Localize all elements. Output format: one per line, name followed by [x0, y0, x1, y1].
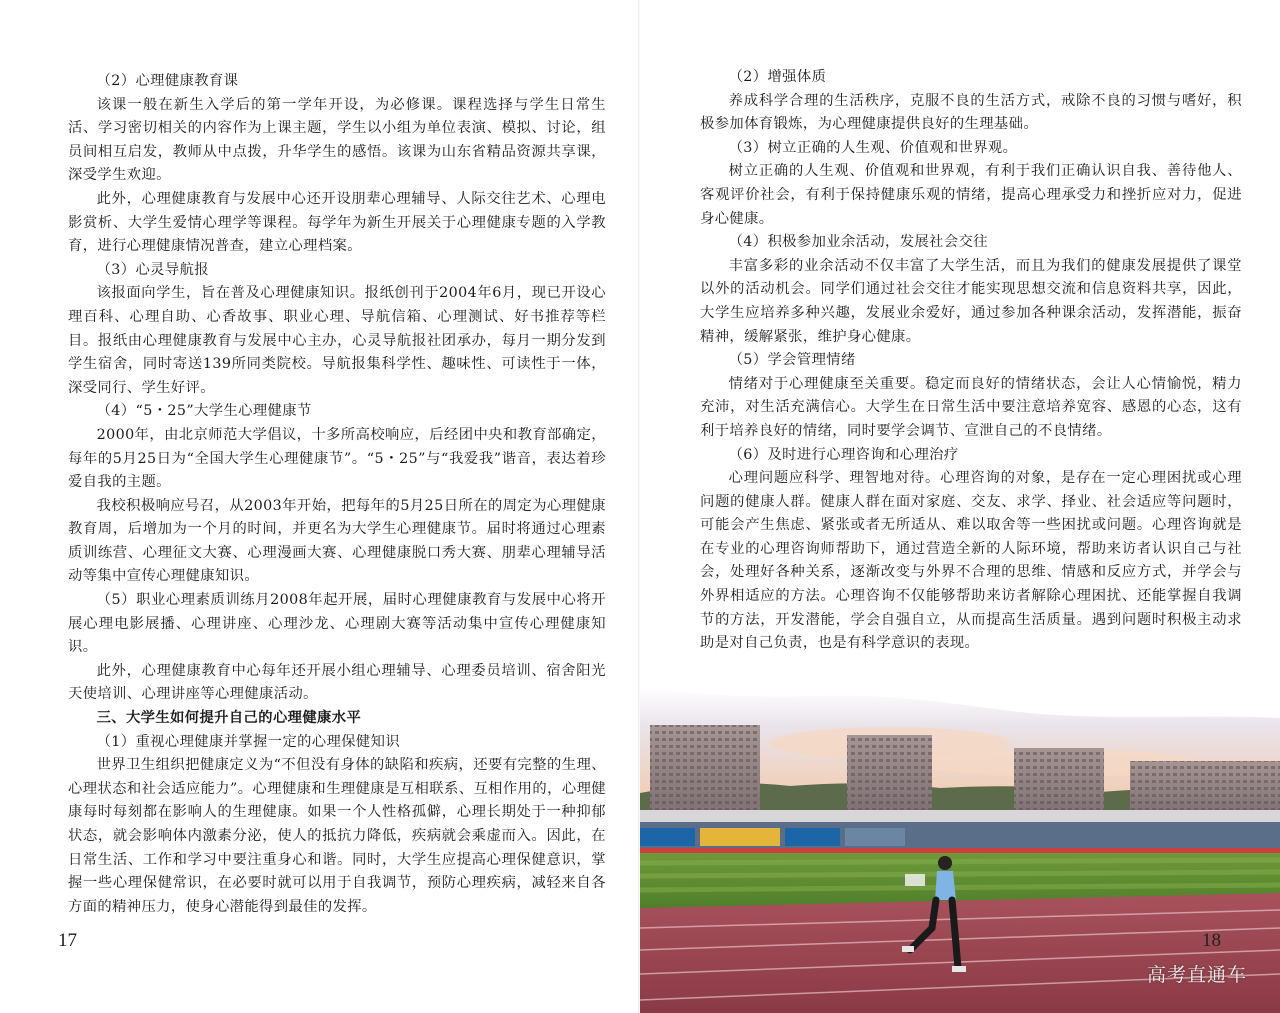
- subsection-heading: （4）积极参加业余活动，发展社会交往: [728, 234, 988, 251]
- subsection-heading: （5）学会管理情绪: [728, 352, 856, 369]
- subsection-heading: （1）重视心理健康并掌握一定的心理保健知识: [96, 733, 401, 750]
- watermark-text: 高考直通车: [1147, 964, 1248, 986]
- body-paragraph: 树立正确的人生观、价值观和世界观，有利于我们正确认识自我、善待他人、客观评价社会，有利于保持健康乐观的情绪，提高心理承受力和挫折应对力，促进身心健康。: [700, 163, 1242, 227]
- body-paragraph: 世界卫生组织把健康定义为“不但没有身体的缺陷和疾病，还要有完整的生理、心理状态和社会适应能力”。心理健康和生理健康是互相联系、互相作用的，心理健康每时每刻都在影响人的生理健康。如果一个人性格孤僻，心理长期处于一种抑郁状态，就会影响体内激素分泌，使人的抵抗力降低，疾病就会乘虚而入。因此，在日常生活、工作和学习中要注重身心和谐。同时，大学生应提高心理保健意识，掌握一些心理保健常识，在必要时就可以用于自我调节，预防心理疾病，减轻来自各方面的精神压力，使身心潜能得到最佳的发挥。: [68, 757, 606, 915]
- subsection-heading: （6）及时进行心理咨询和心理治疗: [728, 446, 959, 463]
- body-paragraph: 此外，心理健康教育与发展中心还开设朋辈心理辅导、人际交往艺术、心理电影赏析、大学生爱情心理学等课程。每学年为新生开展关于心理健康专题的入学教育，进行心理健康情况普查，建立心理档案。: [68, 190, 606, 255]
- body-paragraph: 养成科学合理的生活秩序，克服不良的生活方式，戒除不良的习惯与嗜好，积极参加体育锻炼，为心理健康提供良好的生理基础。: [700, 92, 1242, 133]
- body-paragraph: 该课一般在新生入学后的第一学年开设，为必修课。课程选择与学生日常生活、学习密切相关的内容作为上课主题，学生以小组为单位表演、模拟、讨论，组员间相互启发，教师从中点拨，升华学生的感悟。该课为山东省精品资源共享课，深受学生欢迎。: [68, 96, 606, 184]
- subsection-heading: （4）“5・25”大学生心理健康节: [96, 403, 312, 420]
- subsection-heading: （3）树立正确的人生观、价值观和世界观。: [728, 139, 1018, 156]
- body-paragraph: 2000年，由北京师范大学倡议，十多所高校响应，后经团中央和教育部确定，每年的5月25日为“全国大学生心理健康节”。“5・25”与“我爱我”谐音，表达着珍爱自我的主题。: [68, 426, 606, 491]
- right-page-text: [700, 66, 1242, 656]
- body-paragraph: 丰富多彩的业余活动不仅丰富了大学生活，而且为我们的健康发展提供了课堂以外的活动机会。同学们通过社会交往才能实现思想交流和信息资料共享，因此，大学生应培养多种兴趣，发展业余爱好，通过参加各种课余活动，发挥潜能，振奋精神，缓解紧张，维护身心健康。: [700, 257, 1242, 345]
- right-page: [640, 0, 1280, 1013]
- body-paragraph: （5）职业心理素质训练月2008年起开展，届时心理健康教育与发展中心将开展心理电影展播、心理讲座、心理沙龙、心理剧大赛等活动集中宣传心理健康知识。: [68, 592, 606, 656]
- subsection-heading: （3）心灵导航报: [96, 261, 209, 278]
- page-number-right: 18: [1202, 930, 1221, 951]
- subsection-heading: （2）增强体质: [728, 69, 827, 85]
- body-paragraph: 心理问题应科学、理智地对待。心理咨询的对象，是存在一定心理困扰或心理问题的健康人群。健康人群在面对家庭、交友、求学、择业、社会适应等问题时，可能会产生焦虑、紧张或者无所适从、难以取舍等一些困扰或问题。心理咨询就是在专业的心理咨询师帮助下，通过营造全新的人际环境，帮助来访者认识自己与社会，处理好各种关系，逐渐改变与外界不合理的思维、情感和反应方式，并学会与外界相适应的方法。心理咨询不仅能够帮助来访者解除心理困扰、还能掌握自我调节的方法，开发潜能，学会自强自立，从而提高生活质量。遇到问题时积极主动求助是对自己负责，也是有科学意识的表现。: [700, 470, 1242, 652]
- page-number-left: 17: [58, 930, 77, 951]
- left-page-text: [68, 70, 606, 919]
- subsection-heading: （2）心理健康教育课: [96, 73, 239, 89]
- body-paragraph: 该报面向学生，旨在普及心理健康知识。报纸创刊于2004年6月，现已开设心理百科、心理自助、心香故事、职业心理、导航信箱、心理测试、好书推荐等栏目。报纸由心理健康教育与发展中心主办，心灵导航报社团承办，每月一期分发到学生宿舍，同时寄送139所同类院校。导航报集科学性、趣味性、可读性于一体，深受同行、学生好评。: [68, 285, 606, 396]
- section-heading: 三、大学生如何提升自己的心理健康水平: [96, 710, 362, 727]
- body-paragraph: 此外，心理健康教育中心每年还开展小组心理辅导、心理委员培训、宿舍阳光天使培训、心理讲座等心理健康活动。: [68, 662, 606, 703]
- body-paragraph: 情绪对于心理健康至关重要。稳定而良好的情绪状态，会让人心情愉悦，精力充沛，对生活充满信心。大学生在日常生活中要注意培养宽容、感恩的心态，这有利于培养良好的情绪，同时要学会调节、宣泄自己的不良情绪。: [700, 375, 1242, 439]
- body-paragraph: 我校积极响应号召，从2003年开始，把每年的5月25日所在的周定为心理健康教育周，后增加为一个月的时间，并更名为大学生心理健康节。届时将通过心理素质训练营、心理征文大赛、心理漫画大赛、心理健康脱口秀大赛、朋辈心理辅导活动等集中宣传心理健康知识。: [68, 497, 606, 585]
